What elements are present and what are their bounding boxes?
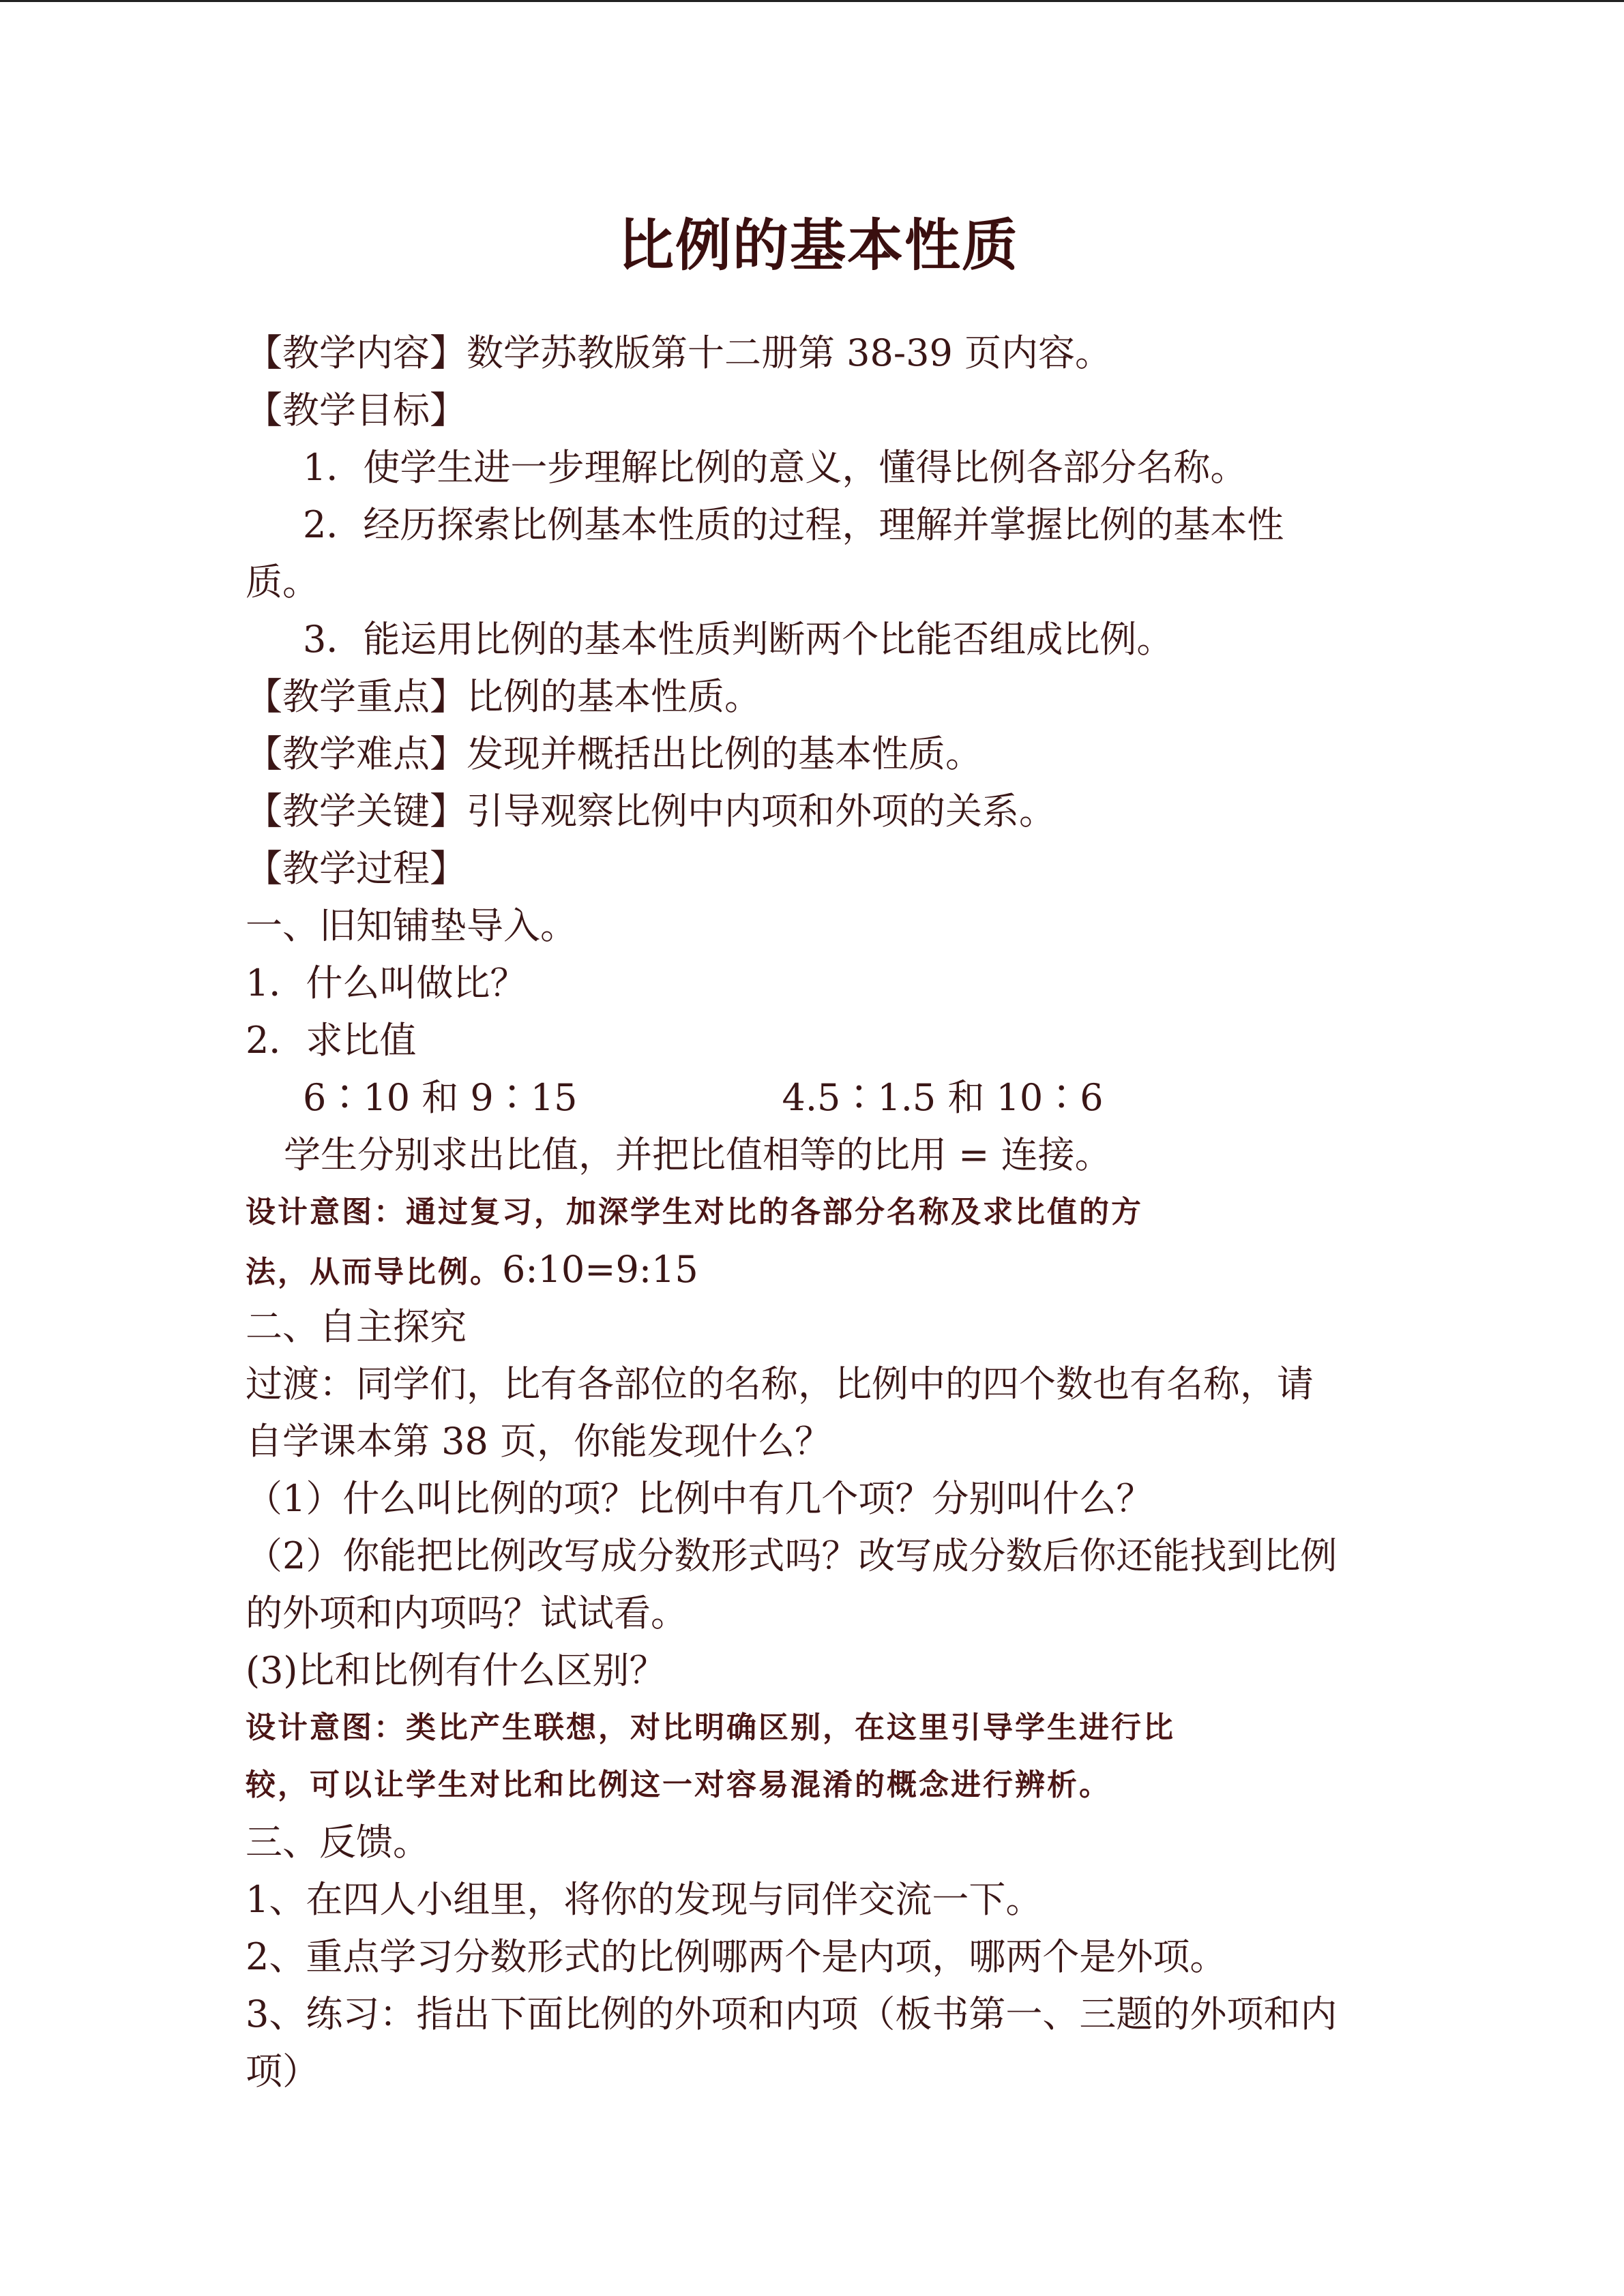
ratio-right: 4.5∶1.5 和 10∶6 <box>782 1076 1104 1119</box>
design-intent-2-line-2: 较，可以让学生对比和比例这一对容易混淆的概念进行辨析。 <box>246 1768 1111 1802</box>
design-intent-1-line-2 <box>246 1241 1391 1298</box>
section-3-heading: 三、反馈。 <box>246 1821 430 1864</box>
teaching-content: 【教学内容】数学苏教版第十二册第 38-39 页内容。 <box>246 331 1112 374</box>
document-body <box>246 325 1391 2100</box>
feedback-3-line-2: 项） <box>246 2050 319 2093</box>
key-point: 【教学重点】比例的基本性质。 <box>246 675 761 718</box>
transition-line-1: 过渡：同学们，比有各部位的名称，比例中的四个数也有名称，请 <box>246 1362 1314 1405</box>
design-intent-1-equation: 6:10=9:15 <box>502 1248 698 1291</box>
sub-question-1: （1）什么叫比例的项？比例中有几个项？分别叫什么？ <box>246 1477 1153 1520</box>
goal-1: 1．使学生进一步理解比例的意义，懂得比例各部分名称。 <box>303 446 1247 489</box>
sub-question-2-line-1: （2）你能把比例改写成分数形式吗？改写成分数后你还能找到比例 <box>246 1534 1338 1577</box>
ratio-left: 6∶10 和 9∶15 <box>303 1076 578 1119</box>
goal-2-line-1: 2．经历探索比例基本性质的过程，理解并掌握比例的基本性 <box>303 503 1284 546</box>
section-2-heading: 二、自主探究 <box>246 1305 467 1348</box>
process-heading: 【教学过程】 <box>246 847 467 890</box>
section-1-heading: 一、旧知铺垫导入。 <box>246 904 577 947</box>
feedback-3-line-1: 3、练习：指出下面比例的外项和内项（板书第一、三题的外项和内 <box>246 1993 1338 2036</box>
design-intent-1-text: 法，从而导比例。 <box>246 1255 502 1289</box>
transition-line-2: 自学课本第 38 页，你能发现什么？ <box>246 1420 832 1463</box>
student-task: 学生分别求出比值，并把比值相等的比用 = 连接。 <box>284 1133 1112 1176</box>
sub-question-2-line-2: 的外项和内项吗？试试看。 <box>246 1592 688 1635</box>
difficulty: 【教学难点】发现并概括出比例的基本性质。 <box>246 732 982 775</box>
question-1: 1．什么叫做比？ <box>246 961 527 1004</box>
feedback-1: 1、在四人小组里，将你的发现与同伴交流一下。 <box>246 1878 1043 1921</box>
page-top-border <box>0 0 1624 2</box>
teaching-key: 【教学关键】引导观察比例中内项和外项的关系。 <box>246 790 1056 833</box>
goal-2-line-2: 质。 <box>246 561 319 603</box>
question-2: 2．求比值 <box>246 1019 417 1062</box>
ratio-examples <box>246 1069 1391 1127</box>
design-intent-2-line-1: 设计意图：类比产生联想，对比明确区别，在这里引导学生进行比 <box>246 1710 1175 1745</box>
teaching-goals-heading: 【教学目标】 <box>246 389 467 432</box>
design-intent-1-line-1: 设计意图：通过复习，加深学生对比的各部分名称及求比值的方 <box>246 1195 1143 1229</box>
feedback-2: 2、重点学习分数形式的比例哪两个是内项，哪两个是外项。 <box>246 1935 1227 1978</box>
sub-question-3: (3)比和比例有什么区别？ <box>246 1649 666 1692</box>
document-title: 比例的基本性质 <box>617 213 1019 278</box>
goal-3: 3．能运用比例的基本性质判断两个比能否组成比例。 <box>303 618 1174 661</box>
